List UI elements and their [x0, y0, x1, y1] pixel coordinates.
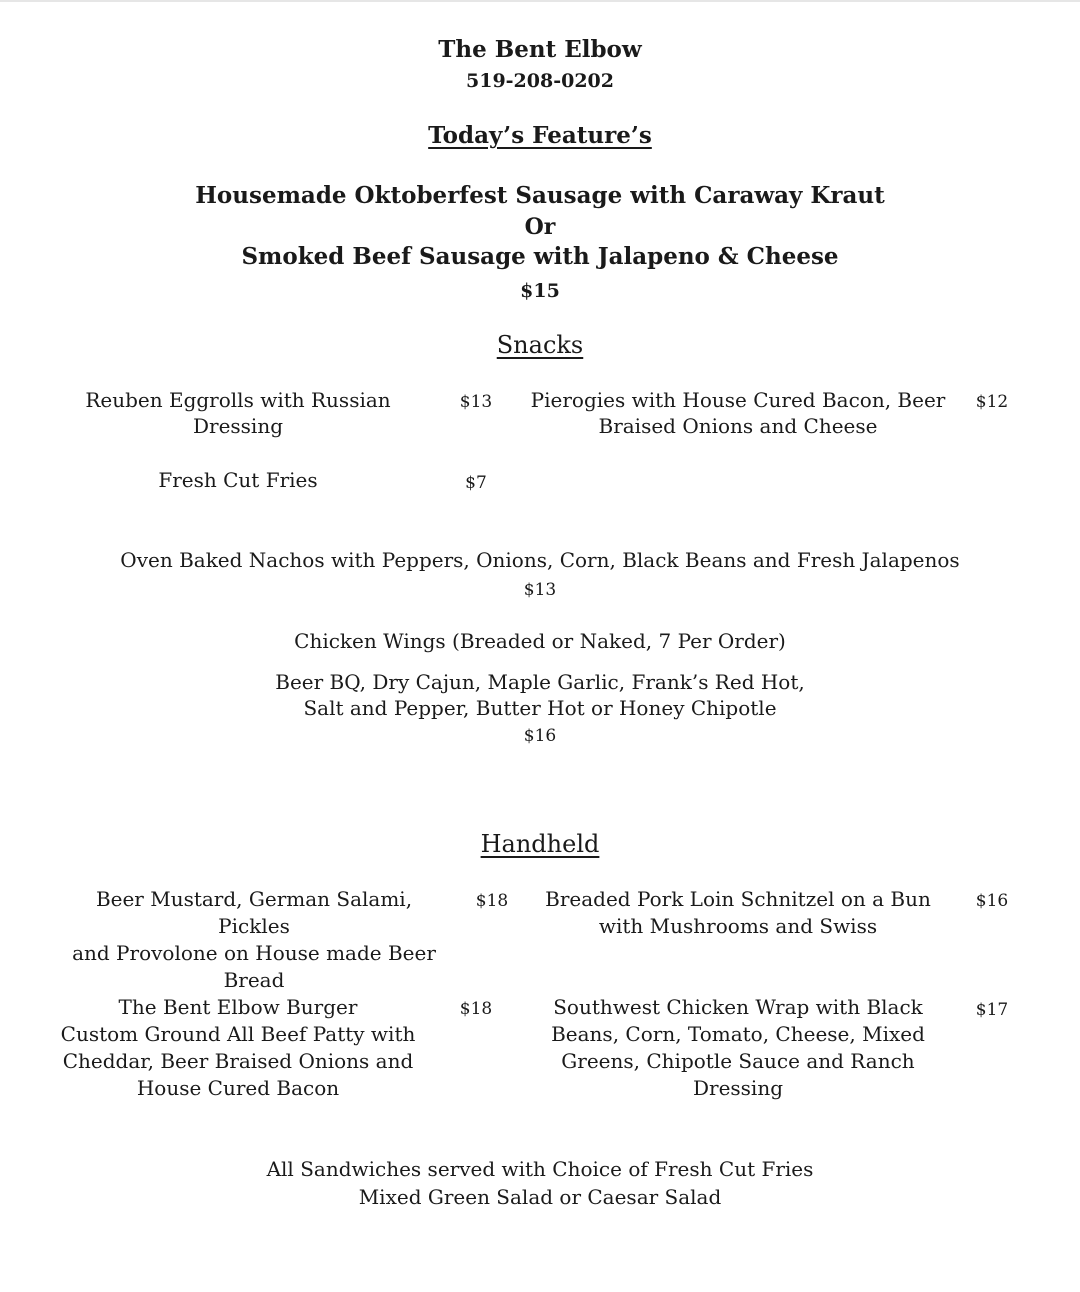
menu-item-bent-elbow-burger [58, 994, 418, 1102]
price-pierogies: $12 [975, 392, 1009, 412]
price-bent-elbow-burger: $18 [459, 999, 493, 1019]
feature-item-smoked-beef: Smoked Beef Sausage with Jalapeno & Cheese [241, 243, 839, 270]
item-line: Dressing [692, 1076, 784, 1100]
price-chicken-wings: $16 [523, 726, 557, 746]
item-line: Dressing [192, 414, 284, 438]
price-german-salami-sandwich: $18 [475, 891, 509, 911]
menu-item-german-salami-sandwich [64, 886, 444, 994]
flavors-line: Beer BQ, Dry Cajun, Maple Garlic, Frank’s Red Hot, [275, 670, 805, 694]
top-divider [0, 0, 1080, 2]
phone-number: 519-208-0202 [466, 70, 614, 92]
handheld-title: Handheld [480, 830, 600, 858]
item-line: Fresh Cut Fries [158, 468, 318, 492]
item-line: Cheddar, Beer Braised Onions and [62, 1049, 414, 1073]
restaurant-name: The Bent Elbow [438, 36, 642, 63]
flavors-line: Salt and Pepper, Butter Hot or Honey Chipotle [303, 696, 777, 720]
item-line: with Mushrooms and Swiss [598, 914, 878, 938]
note-line: Mixed Green Salad or Caesar Salad [358, 1185, 722, 1209]
features-title: Today’s Feature’s [428, 122, 652, 149]
menu-item-nachos: Oven Baked Nachos with Peppers, Onions, Corn, Black Beans and Fresh Jalapenos [120, 548, 960, 572]
feature-item-oktoberfest: Housemade Oktoberfest Sausage with Caraway Kraut [195, 182, 885, 209]
item-line: Pierogies with House Cured Bacon, Beer [530, 388, 946, 412]
item-line: and Provolone on House made Beer [72, 941, 436, 965]
item-line: Braised Onions and Cheese [598, 414, 878, 438]
snacks-title: Snacks [496, 331, 584, 359]
price-nachos: $13 [523, 580, 557, 600]
price-fresh-cut-fries: $7 [465, 473, 487, 493]
item-line: Breaded Pork Loin Schnitzel on a Bun [545, 887, 931, 911]
item-line: Custom Ground All Beef Patty with [60, 1022, 416, 1046]
item-line: House Cured Bacon [136, 1076, 340, 1100]
menu-item-fresh-cut-fries [78, 467, 398, 493]
item-line: Beer Mustard, German Salami, Pickles [95, 887, 413, 938]
item-line: Bread [223, 968, 285, 992]
price-reuben-eggrolls: $13 [459, 392, 493, 412]
menu-item-southwest-chicken-wrap [538, 994, 938, 1102]
menu-item-pierogies [528, 387, 948, 439]
item-line: Beans, Corn, Tomato, Cheese, Mixed [551, 1022, 925, 1046]
item-line: Southwest Chicken Wrap with Black [553, 995, 923, 1019]
item-line: Greens, Chipotle Sauce and Ranch [561, 1049, 915, 1073]
menu-item-reuben-eggrolls [78, 387, 398, 439]
menu-item-pork-schnitzel [528, 886, 948, 940]
note-line: All Sandwiches served with Choice of Fresh Cut Fries [266, 1157, 814, 1181]
wings-flavors [0, 669, 1080, 721]
feature-price: $15 [520, 280, 560, 302]
item-line: The Bent Elbow Burger [118, 995, 358, 1019]
price-southwest-chicken-wrap: $17 [975, 1000, 1009, 1020]
menu-item-chicken-wings: Chicken Wings (Breaded or Naked, 7 Per Order) [294, 629, 786, 653]
sandwich-sides-note [0, 1155, 1080, 1211]
price-pork-schnitzel: $16 [975, 891, 1009, 911]
item-line: Reuben Eggrolls with Russian [85, 388, 391, 412]
feature-or: Or [524, 214, 556, 240]
